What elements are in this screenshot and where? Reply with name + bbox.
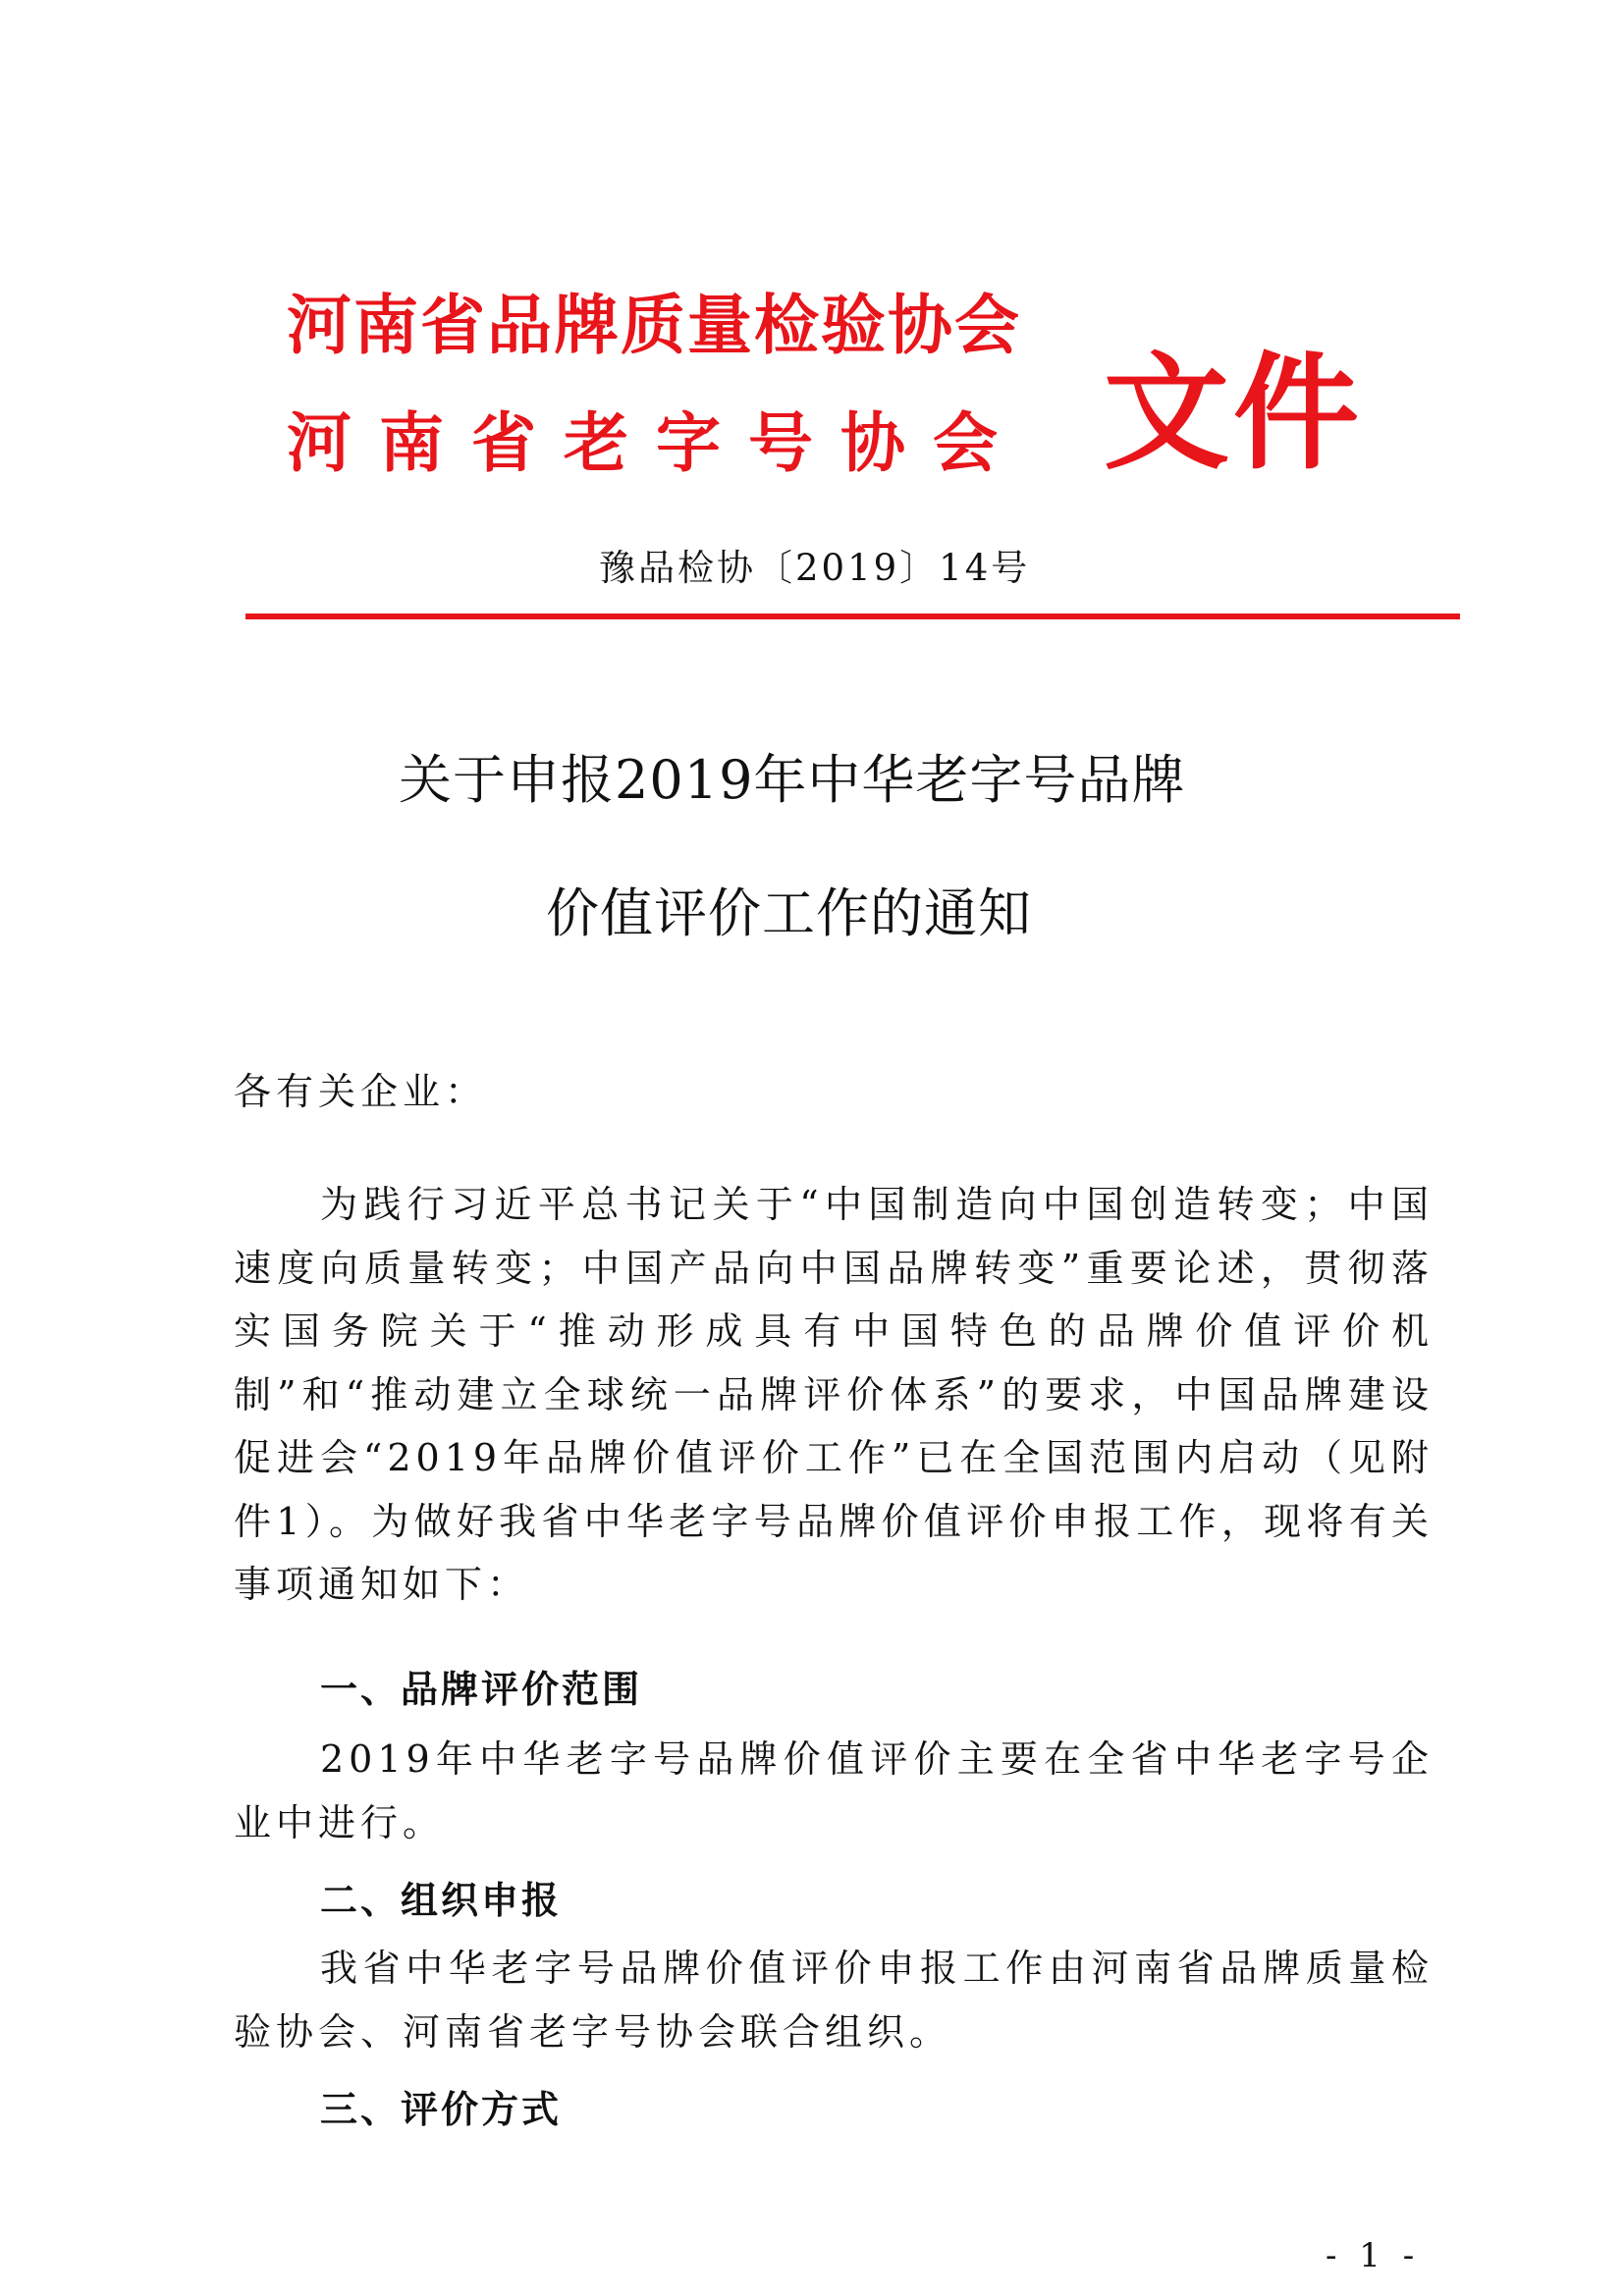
section-heading-organization: 二、组织申报 bbox=[320, 1879, 563, 1922]
salutation: 各有关企业： bbox=[234, 1070, 488, 1113]
document-number: 豫品检协〔2019〕14号 bbox=[599, 547, 1031, 589]
body-paragraph-intro: 为践行习近平总书记关于“中国制造向中国创造转变；中国速度向质量转变；中国产品向中国品牌转变”重要论述，贯彻落实国务院关于“推动形成具有中国特色的品牌价值评价机制”和“推动建立全球统一品牌评价体系”的要求，中国品牌建设促进会“2019年品牌价值评价工作”已在全国范围内启动（见附件1）。为做好我省中华老字号品牌价值评价申报工作，现将有关事项通知如下： bbox=[234, 1183, 1434, 1606]
page-number: - 1 - bbox=[1326, 2236, 1421, 2275]
issuing-org-line-1: 河南省品牌质量检验协会 bbox=[287, 288, 1021, 363]
issuing-org-line-2: 河南省老字号协会 bbox=[287, 405, 1025, 481]
red-divider bbox=[245, 614, 1460, 619]
document-title-line-2: 价值评价工作的通知 bbox=[546, 882, 1032, 944]
body-paragraph-scope: 2019年中华老字号品牌价值评价主要在全省中华老字号企业中进行。 bbox=[234, 1737, 1434, 1844]
document-title-line-1: 关于申报2019年中华老字号品牌 bbox=[399, 749, 1186, 811]
section-heading-method: 三、评价方式 bbox=[320, 2088, 563, 2131]
document-word: 文件 bbox=[1104, 341, 1364, 487]
body-paragraph-organization: 我省中华老字号品牌价值评价申报工作由河南省品牌质量检验协会、河南省老字号协会联合组织。 bbox=[234, 1947, 1434, 2054]
section-heading-scope: 一、品牌评价范围 bbox=[320, 1668, 643, 1711]
